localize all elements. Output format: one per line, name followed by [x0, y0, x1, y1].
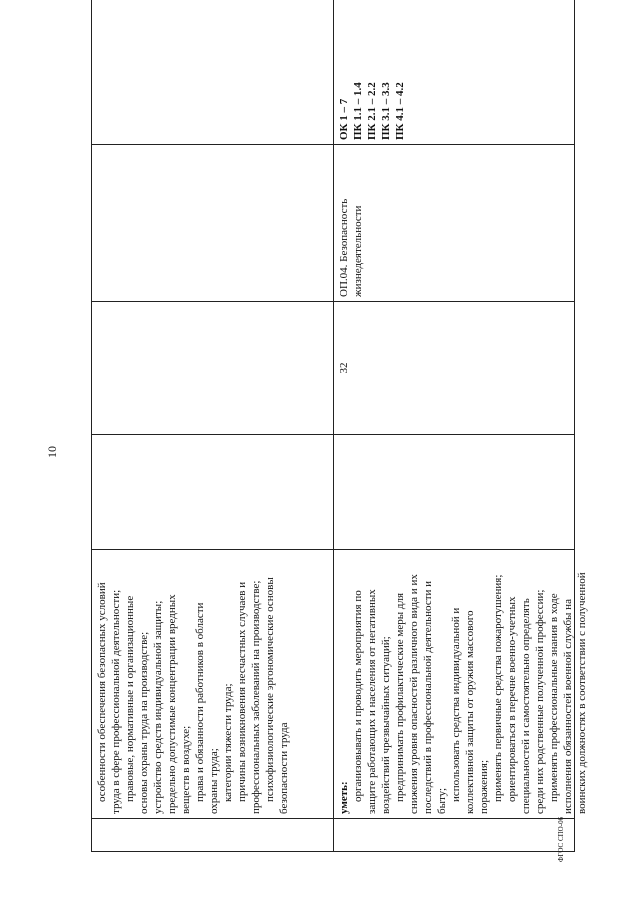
- text-line: правовые, нормативные и организационные: [124, 595, 136, 802]
- text-line: причины возникновения несчастных случаев и: [236, 581, 248, 802]
- text-line: защите работающих и населения от негативных: [365, 589, 378, 814]
- empty-cell: [92, 435, 334, 550]
- index-cell: [333, 819, 575, 852]
- text-line: воздействий чрезвычайных ситуаций;: [379, 636, 392, 814]
- standards-table-frame: [91, 42, 588, 852]
- standards-table: [91, 0, 588, 852]
- text-line: особенности обеспечения безопасных условий: [96, 582, 108, 802]
- text-line: специальностей и самостоятельно определять: [519, 598, 532, 814]
- text-line: организовывать и проводить мероприятия по: [351, 590, 364, 802]
- empty-cell: [333, 435, 575, 550]
- index-cell: [92, 819, 334, 852]
- text-line: основы охраны труда на производстве;: [138, 631, 150, 814]
- discipline-cell: ОП.04. Безопасность жизнедеятельности: [333, 145, 575, 302]
- text-line: исполнения обязанностей военной службы на: [561, 599, 574, 814]
- standards-table-rotated: [91, 42, 588, 852]
- content-cell-row2: [333, 550, 588, 819]
- competencies-cell-row1: [92, 0, 334, 145]
- text-line: воинских должностях в соответствии с полученной: [575, 572, 588, 814]
- text-line: уметь:: [337, 781, 350, 814]
- competency-code: ПК 1.1 – 1.4: [351, 82, 364, 140]
- text-line: труда в сфере профессиональной деятельности;: [110, 589, 122, 814]
- text-line: безопасности труда: [278, 722, 290, 814]
- page-number: 10: [45, 446, 59, 458]
- table-row: [333, 0, 575, 852]
- competency-code: ПК 4.1 – 4.2: [393, 82, 406, 140]
- text-line: профессиональных заболеваний на производстве;: [250, 580, 262, 814]
- hours-cell: 32: [333, 302, 575, 435]
- table-row: [92, 0, 334, 852]
- text-line: устройство средств индивидуальной защиты;: [152, 600, 164, 814]
- competency-code: ПК 2.1 – 2.2: [365, 82, 378, 140]
- text-line: охраны труда;: [208, 748, 220, 814]
- empty-cell: [92, 302, 334, 435]
- competency-code: ПК 3.1 – 3.3: [379, 82, 392, 140]
- competencies-list: [337, 0, 407, 140]
- text-line: веществ в воздухе;: [180, 725, 192, 814]
- text-line: предпринимать профилактические меры для: [393, 592, 406, 802]
- text-line: предельно допустимые концентрации вредных: [166, 594, 178, 814]
- text-line: ориентироваться в перечне военно-учетных: [505, 596, 518, 802]
- text-line: среди них родственные полученной профессии;: [533, 589, 546, 814]
- text-line: поражения;: [477, 760, 490, 814]
- text-line: применять первичные средства пожаротушения;: [491, 574, 504, 802]
- text-line: психофизиологические эргономические основы: [264, 577, 276, 802]
- text-line: права и обязанности работников в области: [194, 602, 206, 802]
- document-footer: ФГОС СПО-06: [557, 816, 565, 862]
- content-text-row1: [95, 554, 290, 814]
- text-line: применять профессиональные знания в ходе: [547, 593, 560, 802]
- competencies-cell-row2: [333, 0, 575, 145]
- content-cell-row1: [92, 550, 334, 819]
- text-line: использовать средства индивидуальной и: [449, 607, 462, 802]
- text-line: быту;: [435, 787, 448, 814]
- content-text-row2: [337, 554, 588, 814]
- text-line: категории тяжести труда;: [222, 683, 234, 802]
- competency-code: ОК 1 – 7: [337, 98, 350, 140]
- text-line: снижения уровня опасностей различного вида и их: [407, 574, 420, 814]
- text-line: коллективной защиты от оружия массового: [463, 610, 476, 814]
- empty-cell: [92, 145, 334, 302]
- text-line: последствий в профессиональной деятельности и: [421, 580, 434, 814]
